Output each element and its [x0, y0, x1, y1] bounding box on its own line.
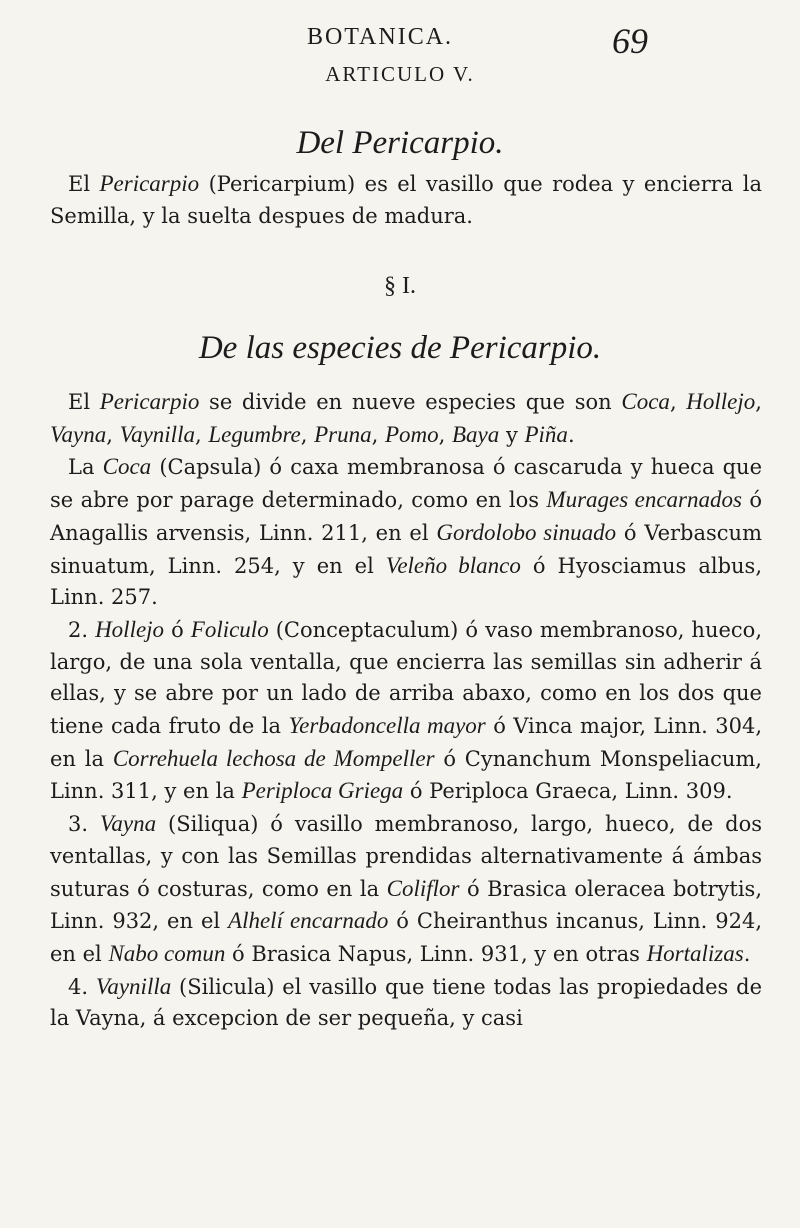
- italic-term: Hollejo: [95, 616, 165, 642]
- italic-term: Pruna: [314, 421, 372, 447]
- text-run: (Silicula) el vasillo que tiene todas las propiedades de la Vayna, á excepcion de ser pequeña, y casi: [50, 974, 762, 1031]
- text-run: El: [68, 390, 100, 414]
- text-run: 2.: [68, 617, 96, 642]
- text-run: .: [743, 941, 751, 966]
- section-mark: § I.: [384, 273, 416, 299]
- italic-term: Murages encarnados: [546, 487, 742, 513]
- text-run: El: [68, 172, 100, 196]
- italic-term: Nabo comun: [108, 940, 226, 966]
- chapter-title: Del Pericarpio.: [296, 125, 504, 161]
- italic-term: Veleño blanco: [385, 552, 521, 578]
- section-title: De las especies de Pericarpio.: [198, 330, 602, 366]
- text-run: ó Vinca major, Linn. 304, en la: [50, 714, 762, 771]
- text-run: (Siliqua) ó vasillo membranoso, largo, hueco, de dos ventallas, y con las Semillas prendidas alternativamente á ámbas suturas ó costuras, como en la: [50, 812, 762, 901]
- text-run: ,: [438, 422, 452, 447]
- text-run: 4.: [68, 974, 96, 999]
- text-run: ó Anagallis arvensis, Linn. 211, en el: [50, 488, 762, 545]
- text-run: ,: [194, 422, 209, 447]
- italic-term: Vayna: [99, 811, 157, 837]
- text-run: ó Verbascum sinuatum, Linn. 254, y en el: [50, 520, 762, 578]
- text-run: ,: [371, 422, 385, 447]
- text-run: ó Hyosciamus albus, Linn. 257.: [50, 553, 762, 610]
- text-run: se divide en nueve especies que son: [199, 390, 622, 414]
- paragraph: [50, 386, 762, 451]
- text-run: ó Cheiranthus incanus, Linn. 924, en el: [50, 909, 762, 966]
- paragraph: [50, 971, 762, 1035]
- paragraph: [50, 168, 762, 232]
- text-run: ó Cynanchum Monspeliacum, Linn. 311, y en la: [50, 746, 762, 804]
- text-run: (Capsula) ó caxa membranosa ó cascaruda y hueca que se abre por parage determinado, como en los: [50, 455, 763, 513]
- text-run: La: [68, 455, 103, 480]
- text-run: ,: [669, 390, 687, 414]
- text-run: ó Brasica Napus, Linn. 931, y en otras: [225, 941, 647, 966]
- italic-term: Alhelí encarnado: [228, 908, 389, 934]
- italic-term: Foliculo: [190, 616, 269, 642]
- text-run: (Pericarpium) es el vasillo que rodea y encierra la Semilla, y la suelta despues de madura.: [50, 172, 762, 228]
- italic-term: Yerbadoncella mayor: [288, 713, 486, 739]
- text-run: (Conceptaculum) ó vaso membranoso, hueco, largo, de una sola ventalla, que encierra las semillas sin adherir á ellas, y se abre por un lado de arriba abaxo, como en los dos que tiene cada fruto de la: [50, 617, 762, 739]
- paragraph: [50, 451, 762, 614]
- text-run: ó Periploca Graeca, Linn. 309.: [403, 779, 733, 804]
- text-run: ,: [300, 422, 315, 447]
- italic-term: Correhuela lechosa de Mompeller: [112, 745, 435, 771]
- italic-term: Periploca Griega: [241, 778, 404, 804]
- text-run: ,: [755, 390, 762, 414]
- italic-term: Baya: [452, 421, 500, 447]
- text-run: 3.: [68, 812, 100, 837]
- page-number: 69: [612, 21, 648, 61]
- italic-term: Pericarpio: [99, 389, 200, 414]
- text-run: ,: [106, 422, 120, 447]
- italic-term: Coca: [102, 454, 152, 480]
- text-run: y: [499, 422, 525, 447]
- intro-paragraph: [50, 168, 762, 232]
- italic-term: Coca: [621, 389, 670, 414]
- paragraph: [50, 614, 762, 808]
- italic-term: Hortalizas: [646, 940, 744, 966]
- text-run: ó Brasica oleracea botrytis, Linn. 932, en el: [50, 876, 762, 934]
- text-run: .: [567, 422, 575, 447]
- italic-term: Pomo: [384, 421, 439, 447]
- running-title: BOTANICA.: [306, 24, 454, 50]
- italic-term: Pericarpio: [99, 171, 200, 196]
- italic-term: Hollejo: [686, 389, 756, 414]
- text-run: ó: [164, 617, 191, 642]
- running-head: [0, 21, 800, 64]
- italic-term: Coliflor: [386, 875, 460, 901]
- paragraph: [50, 808, 762, 971]
- main-text: [50, 386, 762, 1035]
- italic-term: Vaynilla: [95, 973, 172, 999]
- italic-term: Vayna: [50, 421, 107, 447]
- italic-term: Gordolobo sinuado: [436, 519, 617, 545]
- italic-term: Vaynilla: [119, 421, 195, 447]
- italic-term: Legumbre: [208, 421, 301, 447]
- article-label: ARTICULO V.: [325, 62, 475, 86]
- italic-term: Piña: [524, 421, 568, 447]
